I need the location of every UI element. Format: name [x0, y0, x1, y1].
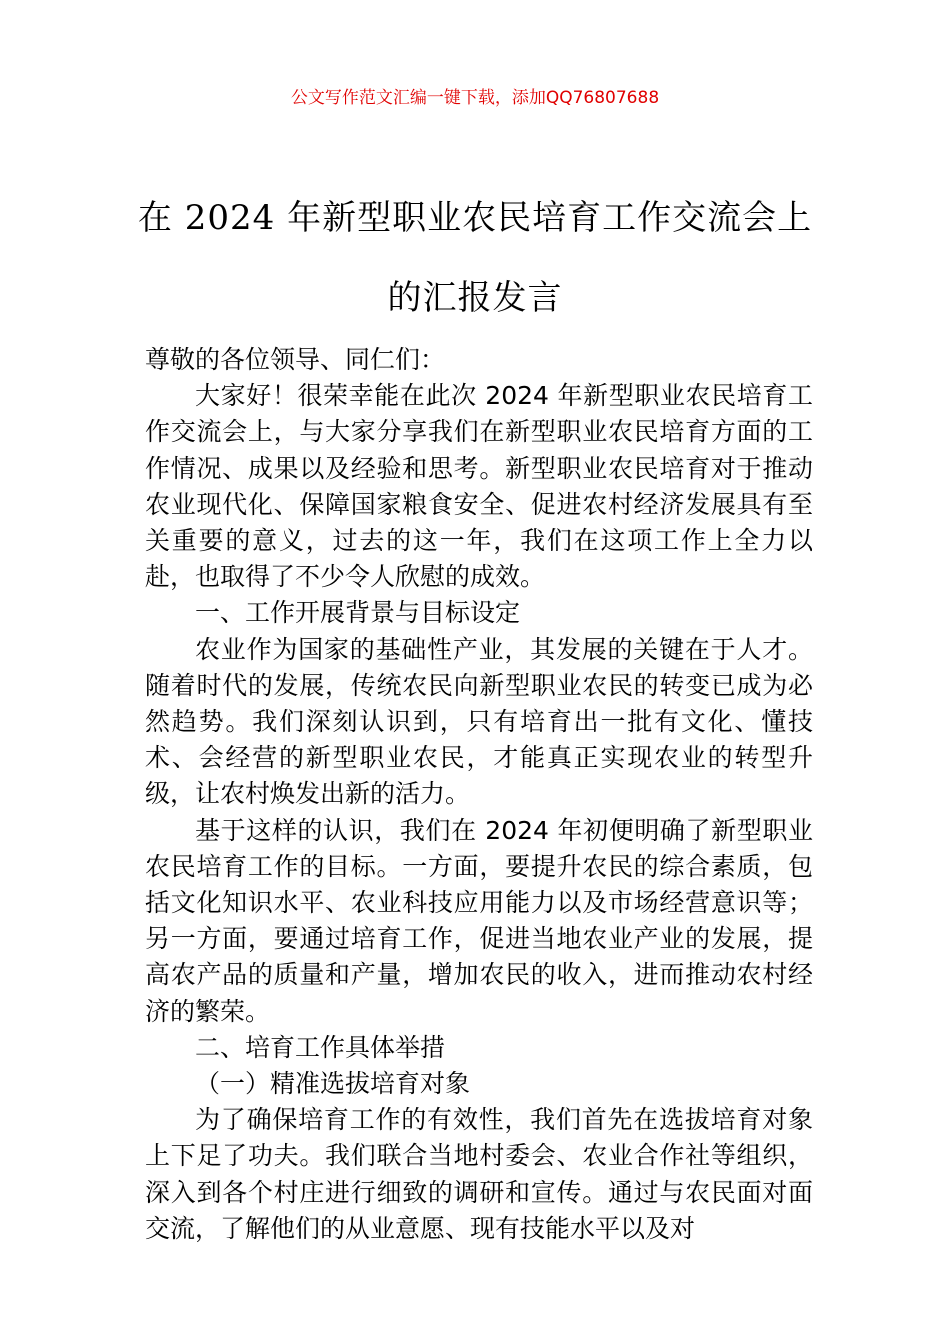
title-line-1: 在 2024 年新型职业农民培育工作交流会上 — [137, 198, 813, 238]
document-title — [100, 178, 850, 338]
paragraph-background: 农业作为国家的基础性产业，其发展的关键在于人才。随着时代的发展，传统农民向新型职业农民的转变已成为必然趋势。我们深刻认识到，只有培育出一批有文化、懂技术、会经营的新型职业农民，才能真正实现农业的转型升级，让农村焕发出新的活力。 — [145, 634, 813, 809]
paragraph-intro: 大家好！很荣幸能在此次 2024 年新型职业农民培育工作交流会上，与大家分享我们在新型职业农民培育方面的工作情况、成果以及经验和思考。新型职业农民培育对于推动农业现代化、保障国家粮食安全、促进农村经济发展具有至关重要的意义，过去的这一年，我们在这项工作上全力以赴，也取得了不少令人欣慰的成效。 — [145, 381, 813, 592]
subsection-heading-1: （一）精准选拔培育对象 — [195, 1069, 471, 1099]
paragraph-goals: 基于这样的认识，我们在 2024 年初便明确了新型职业农民培育工作的目标。一方面，要提升农民的综合素质，包括文化知识水平、农业科技应用能力以及市场经营意识等；另一方面，要通过培育工作，促进当地农业产业的发展，提高农产品的质量和产量，增加农民的收入，进而推动农村经济的繁荣。 — [145, 815, 813, 1026]
section-heading-2: 二、培育工作具体举措 — [195, 1032, 446, 1062]
document-body — [145, 342, 813, 1247]
header-note: 公文写作范文汇编一键下载，添加QQ76807688 — [290, 88, 660, 108]
paragraph-selection: 为了确保培育工作的有效性，我们首先在选拔培育对象上下足了功夫。我们联合当地村委会、农业合作社等组织，深入到各个村庄进行细致的调研和宣传。通过与农民面对面交流，了解他们的从业意愿、现有技能水平以及对 — [145, 1105, 813, 1243]
salutation: 尊敬的各位领导、同仁们： — [145, 345, 446, 374]
title-line-2: 的汇报发言 — [387, 278, 563, 318]
section-heading-1: 一、工作开展背景与目标设定 — [195, 598, 521, 628]
